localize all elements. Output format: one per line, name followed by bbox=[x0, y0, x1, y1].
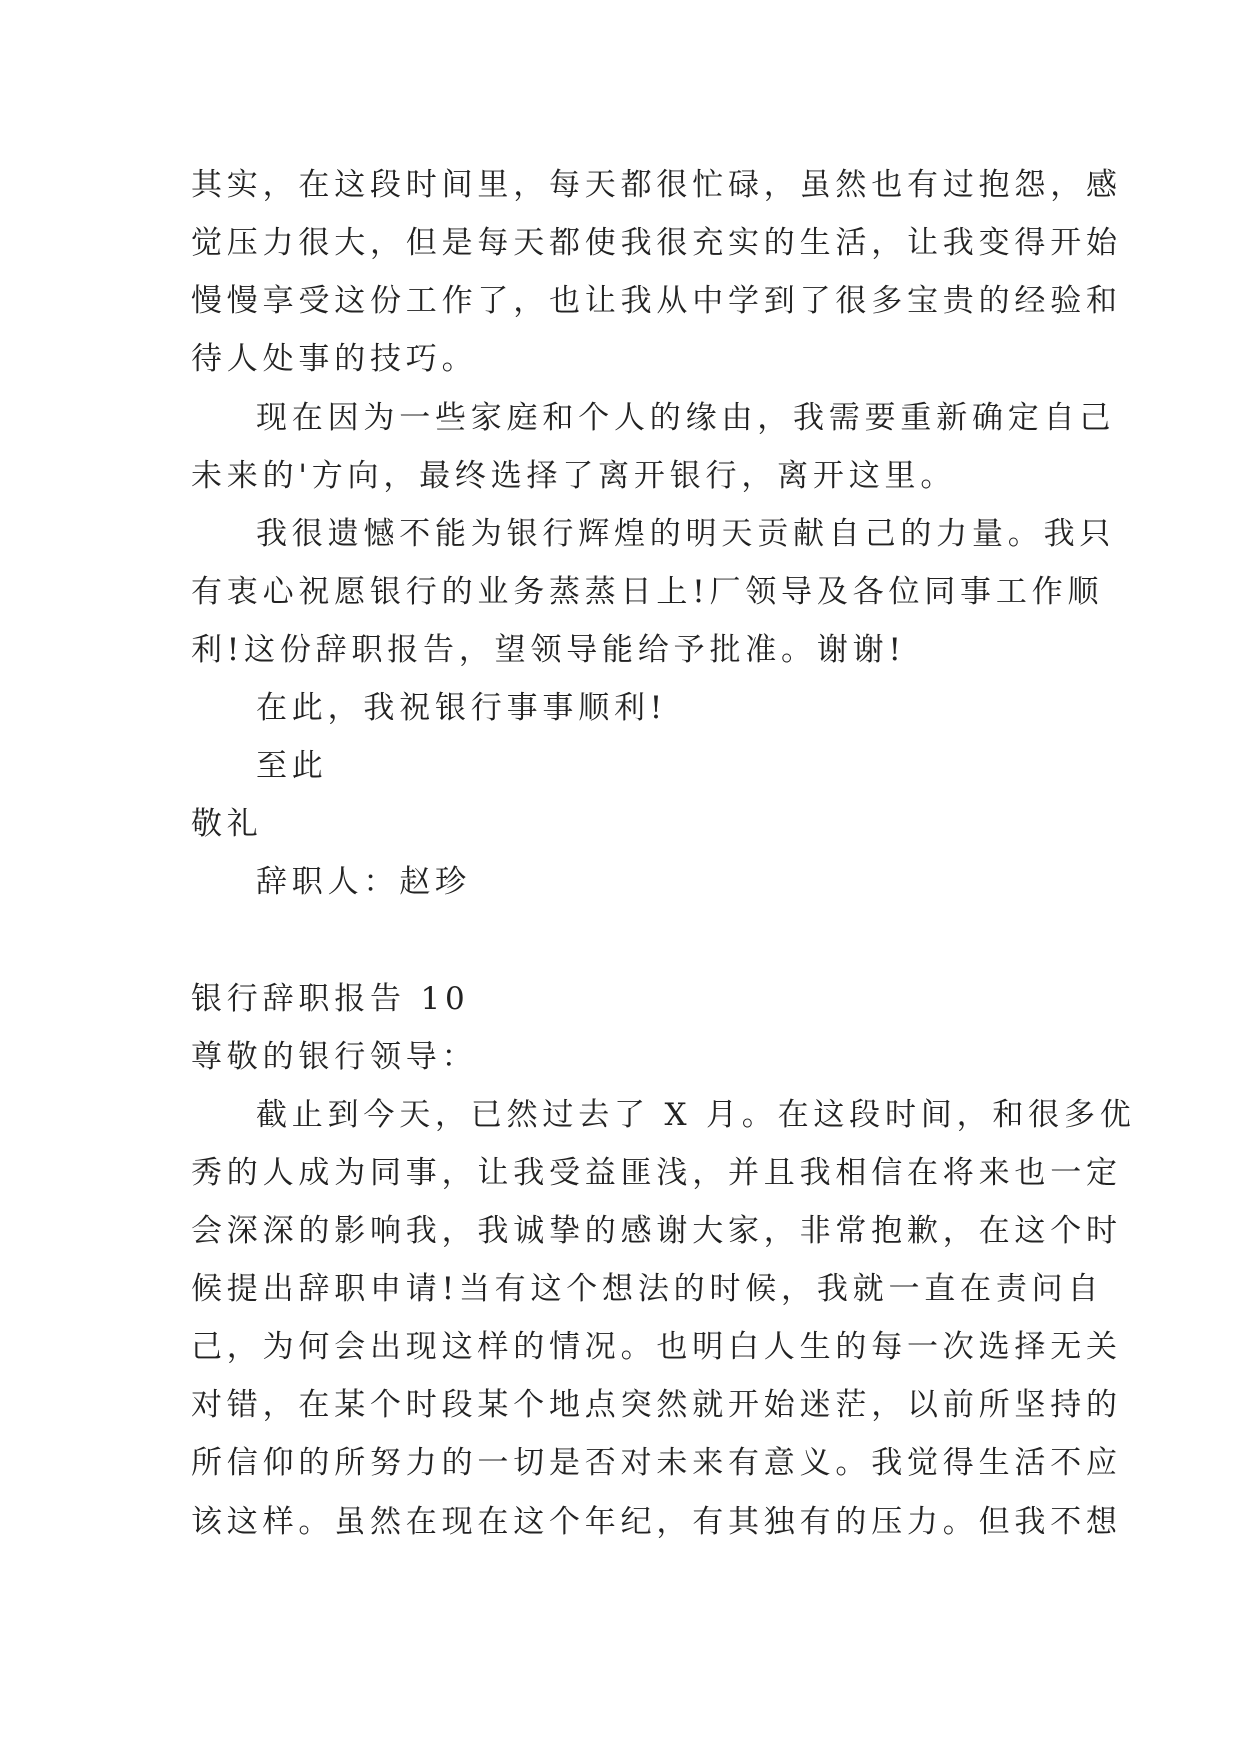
paragraph-line: 待人处事的技巧。 bbox=[191, 341, 478, 377]
closing-wish: 在此，我祝银行事事顺利! bbox=[256, 690, 668, 726]
paragraph-line: 己，为何会出现这样的情况。也明白人生的每一次选择无关 bbox=[191, 1329, 1122, 1365]
paragraph-line: 觉压力很大，但是每天都使我很充实的生活，让我变得开始 bbox=[191, 225, 1122, 261]
paragraph-line: 截止到今天，已然过去了 X 月。在这段时间，和很多优 bbox=[256, 1097, 1136, 1133]
paragraph-line: 利!这份辞职报告，望领导能给予批准。谢谢! bbox=[191, 632, 906, 668]
paragraph-line: 该这样。虽然在现在这个年纪，有其独有的压力。但我不想 bbox=[191, 1504, 1122, 1540]
paragraph-line: 候提出辞职申请!当有这个想法的时候，我就一直在责问自 bbox=[191, 1271, 1104, 1307]
paragraph-line: 有衷心祝愿银行的业务蒸蒸日上!厂领导及各位同事工作顺 bbox=[191, 574, 1104, 610]
paragraph-line: 会深深的影响我，我诚挚的感谢大家，非常抱歉，在这个时 bbox=[191, 1213, 1122, 1249]
paragraph-line: 其实，在这段时间里，每天都很忙碌，虽然也有过抱怨，感 bbox=[191, 167, 1122, 203]
paragraph-line: 慢慢享受这份工作了，也让我从中学到了很多宝贵的经验和 bbox=[191, 283, 1122, 319]
paragraph-line: 秀的人成为同事，让我受益匪浅，并且我相信在将来也一定 bbox=[191, 1155, 1122, 1191]
paragraph-line: 所信仰的所努力的一切是否对未来有意义。我觉得生活不应 bbox=[191, 1445, 1122, 1481]
signature-line: 辞职人：赵珍 bbox=[256, 864, 471, 900]
paragraph-line: 对错，在某个时段某个地点突然就开始迷茫，以前所坚持的 bbox=[191, 1387, 1122, 1423]
closing-regards: 敬礼 bbox=[191, 806, 263, 842]
section-title: 银行辞职报告 10 bbox=[191, 981, 470, 1017]
paragraph-line: 我很遗憾不能为银行辉煌的明天贡献自己的力量。我只 bbox=[256, 516, 1116, 552]
closing-salutation: 至此 bbox=[256, 748, 328, 784]
paragraph-line: 现在因为一些家庭和个人的缘由，我需要重新确定自己 bbox=[256, 400, 1116, 436]
letter-greeting: 尊敬的银行领导： bbox=[191, 1039, 478, 1075]
paragraph-line: 未来的'方向，最终选择了离开银行，离开这里。 bbox=[191, 458, 957, 494]
